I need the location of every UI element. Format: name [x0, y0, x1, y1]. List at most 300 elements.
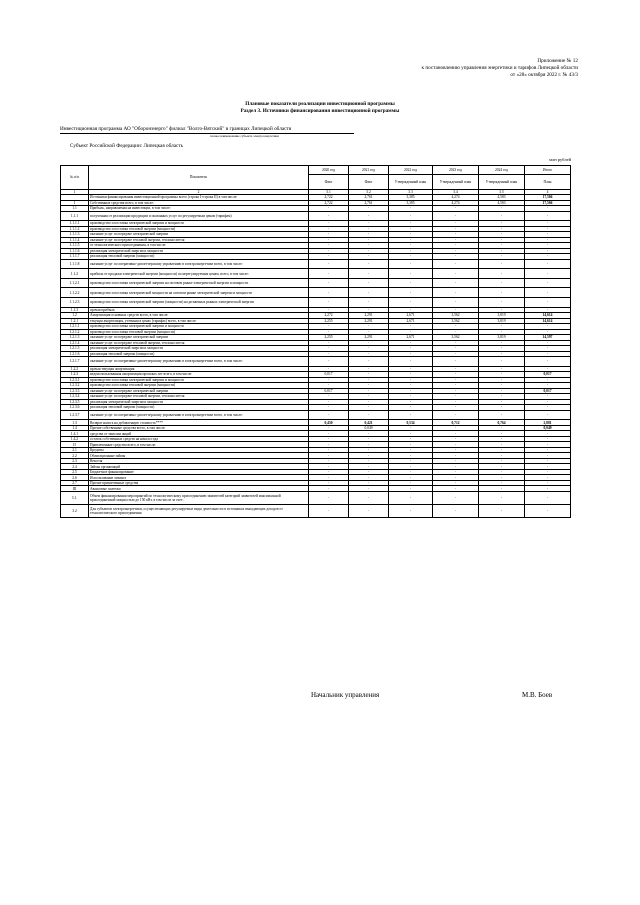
row-indicator: Займы организаций — [89, 464, 309, 470]
row-number: 1.4.1 — [61, 431, 89, 437]
subject-region: Субъект Российской Федерации: Липецкая область — [70, 143, 183, 149]
row-value: - — [389, 237, 433, 243]
row-value: - — [309, 211, 349, 221]
row-value: - — [389, 447, 433, 453]
row-value: - — [389, 254, 433, 260]
row-value: - — [349, 491, 389, 504]
row-value: - — [309, 436, 349, 442]
row-value: 2,881 — [525, 420, 571, 426]
row-value: - — [525, 442, 571, 448]
row-indicator: Прочие привлеченные средства — [89, 480, 309, 486]
row-indicator: оказание услуг по передаче тепловой энергии, теплоносителя — [89, 237, 309, 243]
row-value: - — [349, 505, 389, 518]
row-value: - — [309, 453, 349, 459]
row-value: 4,583 — [479, 195, 525, 201]
row-value: - — [309, 469, 349, 475]
row-indicator: прибыль от продажи электрической энергии (мощности) по нерегулируемым ценам, всего, в том числе: — [89, 269, 309, 279]
row-indicator: Собственные средства всего, в том числе: — [89, 200, 309, 206]
row-value: 2,291 — [349, 335, 389, 341]
row-value: - — [349, 211, 389, 221]
row-value: - — [433, 469, 479, 475]
row-value: - — [479, 329, 525, 335]
row-value: - — [525, 254, 571, 260]
row-value: - — [479, 372, 525, 378]
row-value: - — [479, 226, 525, 232]
row-value: 3,819 — [479, 318, 525, 324]
row-value: - — [525, 243, 571, 249]
fact-2021-header: Факт — [349, 175, 389, 190]
row-indicator: производство и поставка электрической энергии на оптовом рынке электрической энергии и мощности — [89, 278, 309, 288]
row-value: - — [479, 254, 525, 260]
row-indicator: производство и поставка электрической энергии и мощности — [89, 377, 309, 383]
row-value: - — [349, 410, 389, 420]
row-value: - — [479, 206, 525, 212]
row-value: - — [479, 324, 525, 330]
row-indicator: прочая текущая амортизация — [89, 366, 309, 372]
row-value: - — [479, 357, 525, 367]
row-number: 1.2.3.2 — [61, 383, 89, 389]
row-value: - — [309, 486, 349, 492]
program-note: полное наименование субъекта электроэнергетики — [210, 134, 279, 138]
row-value: - — [479, 211, 525, 221]
row-value: - — [433, 431, 479, 437]
row-value: - — [433, 366, 479, 372]
row-value: - — [433, 221, 479, 227]
row-value: - — [349, 458, 389, 464]
row-value: - — [479, 388, 525, 394]
row-value: - — [479, 298, 525, 308]
row-number: 1.1.2.3 — [61, 298, 89, 308]
row-value: - — [433, 394, 479, 400]
row-indicator: Облигационные займы — [89, 453, 309, 459]
row-value: - — [525, 226, 571, 232]
row-value: - — [389, 436, 433, 442]
row-value: - — [389, 221, 433, 227]
row-value: - — [433, 436, 479, 442]
row-indicator: Прочие собственные средства всего, в том числе: — [89, 425, 309, 431]
row-value: - — [349, 431, 389, 437]
row-value: - — [309, 399, 349, 405]
row-value: - — [389, 399, 433, 405]
row-value: - — [433, 340, 479, 346]
row-value: - — [479, 442, 525, 448]
row-value: - — [309, 351, 349, 357]
col-index: 3.2 — [349, 190, 389, 195]
row-value: - — [479, 366, 525, 372]
col-index: 3.3 — [389, 190, 433, 195]
row-number: 1.2.1.6 — [61, 351, 89, 357]
row-value: 2,255 — [309, 318, 349, 324]
row-value: - — [433, 377, 479, 383]
row-value: - — [349, 351, 389, 357]
row-value: - — [525, 340, 571, 346]
row-indicator: Источники финансирования инвестиционной программы всего (строка I+строка II) в том числе: — [89, 195, 309, 201]
row-value: - — [433, 243, 479, 249]
row-value: - — [389, 232, 433, 238]
row-value: - — [309, 410, 349, 420]
row-value: 0,049 — [525, 425, 571, 431]
row-value: - — [309, 221, 349, 227]
row-value: - — [309, 346, 349, 352]
col-index: 4 — [525, 190, 571, 195]
row-indicator: Авансовые платежи — [89, 486, 309, 492]
row-value: - — [525, 447, 571, 453]
row-number: 1.1.2.2 — [61, 288, 89, 298]
signature-position: Начальник управления — [311, 691, 380, 699]
row-value: - — [309, 206, 349, 212]
appendix-resolution: к постановлению управления энергетики и тарифов Липецкой области — [421, 65, 578, 71]
row-value: - — [389, 394, 433, 400]
appendix-header — [422, 58, 578, 79]
row-number: 1.1 — [61, 206, 89, 212]
col-index: 3.1 — [309, 190, 349, 195]
row-number: 2.2 — [61, 453, 89, 459]
row-number: 1.2.1.2 — [61, 329, 89, 335]
row-value: - — [525, 211, 571, 221]
row-value: - — [389, 388, 433, 394]
row-indicator: производство и поставка электрической мощности на оптовом рынке электрической энергии и мощности — [89, 288, 309, 298]
row-value: - — [309, 357, 349, 367]
row-value: 3,385 — [389, 195, 433, 201]
row-value: - — [525, 410, 571, 420]
row-indicator: Объем финансирования мероприятий по технологическому присоединению заявителей категорий заявителей максимальной присоединенной мощностью до 150 кВт, в том числе за счет: — [89, 491, 309, 504]
row-value: - — [309, 226, 349, 232]
row-indicator: прочая прибыль — [89, 307, 309, 313]
row-value: - — [525, 394, 571, 400]
row-value: 2,761 — [349, 200, 389, 206]
row-value: - — [433, 425, 479, 431]
row-indicator: реализация тепловой энергии (мощности) — [89, 254, 309, 260]
row-value: - — [433, 232, 479, 238]
row-value: - — [389, 505, 433, 518]
row-value: - — [479, 486, 525, 492]
row-number: 1.2.1.5 — [61, 346, 89, 352]
row-value: - — [349, 269, 389, 279]
row-value: - — [479, 399, 525, 405]
row-value: - — [479, 458, 525, 464]
table-row — [61, 298, 571, 308]
row-value: - — [349, 469, 389, 475]
row-value: - — [389, 324, 433, 330]
row-value: - — [309, 405, 349, 411]
row-value: - — [525, 298, 571, 308]
row-value: - — [309, 377, 349, 383]
row-number: 1.1.1.1 — [61, 221, 89, 227]
row-value: - — [349, 259, 389, 269]
row-value: - — [309, 480, 349, 486]
row-number: 3.2 — [61, 505, 89, 518]
row-value: - — [349, 486, 389, 492]
row-value: - — [479, 377, 525, 383]
row-value: - — [389, 464, 433, 470]
row-number: 1.2 — [61, 313, 89, 319]
row-value: - — [389, 211, 433, 221]
row-value: - — [389, 480, 433, 486]
row-value: - — [525, 436, 571, 442]
row-value: - — [433, 357, 479, 367]
row-number: 2.3 — [61, 458, 89, 464]
row-value: - — [433, 324, 479, 330]
row-value: - — [309, 232, 349, 238]
row-value: - — [433, 505, 479, 518]
table-row — [61, 410, 571, 420]
row-value: - — [309, 288, 349, 298]
row-value: - — [309, 383, 349, 389]
row-number: 1.2.1 — [61, 318, 89, 324]
row-value: - — [433, 269, 479, 279]
row-value: - — [389, 491, 433, 504]
row-number: 1.1.1.4 — [61, 237, 89, 243]
row-value: 4,583 — [479, 200, 525, 206]
col-2021-header: 2021 год — [349, 166, 389, 175]
row-value: 2,671 — [389, 335, 433, 341]
row-value: - — [349, 405, 389, 411]
row-value: - — [525, 259, 571, 269]
row-indicator: Бюджетное финансирование — [89, 469, 309, 475]
row-indicator: оказание услуг по передаче электрической энергии — [89, 335, 309, 341]
row-indicator: средства от эмиссии акций — [89, 431, 309, 437]
table-row — [61, 491, 571, 504]
row-value: - — [389, 442, 433, 448]
row-value: - — [525, 405, 571, 411]
row-number: III — [61, 486, 89, 492]
row-number: 1.1.1.7 — [61, 254, 89, 260]
row-value: - — [433, 372, 479, 378]
row-value: - — [525, 248, 571, 254]
row-value: - — [433, 464, 479, 470]
row-value: - — [433, 447, 479, 453]
row-value: - — [433, 486, 479, 492]
row-value: - — [309, 447, 349, 453]
row-indicator: оказание услуг по оперативно-диспетчерскому управлению в электроэнергетике всего, в том числе: — [89, 259, 309, 269]
row-value: - — [433, 307, 479, 313]
row-value: - — [389, 298, 433, 308]
row-indicator: недоиспользованная амортизация прошлых лет всего, в том числе: — [89, 372, 309, 378]
row-value: 0,017 — [309, 372, 349, 378]
row-value: - — [479, 346, 525, 352]
row-value: 4,274 — [433, 200, 479, 206]
row-value: 14,614 — [525, 313, 571, 319]
row-value: - — [525, 366, 571, 372]
table-row — [61, 269, 571, 279]
row-value: 2,291 — [349, 318, 389, 324]
program-underline — [60, 133, 354, 134]
row-value: - — [479, 221, 525, 227]
row-indicator: реализация тепловой энергии (мощности) — [89, 351, 309, 357]
row-indicator: Для субъектов электроэнергетики, осуществляющих регулируемые виды деятельности в источниках выпадающих доходов от технологического присоединения — [89, 505, 309, 518]
row-value: - — [349, 436, 389, 442]
row-value: - — [479, 351, 525, 357]
row-value: - — [479, 405, 525, 411]
row-value: 14,614 — [525, 318, 571, 324]
row-number: 1.2.1.3 — [61, 335, 89, 341]
row-value: - — [525, 324, 571, 330]
row-value: - — [389, 269, 433, 279]
row-value: 2,671 — [389, 318, 433, 324]
row-value: - — [433, 491, 479, 504]
row-number: 1.2.1.4 — [61, 340, 89, 346]
row-value: - — [309, 431, 349, 437]
table-body — [61, 195, 571, 518]
row-value: - — [389, 431, 433, 437]
row-number: II — [61, 442, 89, 448]
row-value: - — [309, 237, 349, 243]
row-value: - — [389, 226, 433, 232]
row-value: - — [309, 298, 349, 308]
row-value: - — [433, 288, 479, 298]
row-indicator: от технологического присоединения, в том числе: — [89, 243, 309, 249]
col-index: 3.4 — [433, 190, 479, 195]
row-value: - — [389, 288, 433, 298]
row-value: - — [349, 232, 389, 238]
row-value: - — [525, 505, 571, 518]
row-number: 1.1.1.3 — [61, 232, 89, 238]
row-value: - — [479, 394, 525, 400]
row-value: - — [433, 278, 479, 288]
row-value: - — [349, 278, 389, 288]
row-value: 2,291 — [349, 313, 389, 319]
row-value: - — [525, 383, 571, 389]
row-value: - — [349, 243, 389, 249]
row-indicator: оказание услуг по оперативно-диспетчерскому управлению в электроэнергетике всего, в том числе: — [89, 410, 309, 420]
row-value: - — [309, 259, 349, 269]
row-value: - — [349, 394, 389, 400]
row-value: - — [479, 307, 525, 313]
row-indicator: Амортизация основных средств всего, в том числе: — [89, 313, 309, 319]
row-value: - — [349, 388, 389, 394]
row-value: 14,597 — [525, 335, 571, 341]
row-value: - — [433, 383, 479, 389]
row-value: - — [479, 431, 525, 437]
row-number: 1.2.3 — [61, 372, 89, 378]
row-value: 2,722 — [309, 200, 349, 206]
row-value: - — [433, 388, 479, 394]
row-value: - — [433, 346, 479, 352]
row-value: 2,722 — [309, 195, 349, 201]
row-value: 3,562 — [433, 313, 479, 319]
row-value: 2,671 — [389, 313, 433, 319]
row-indicator: текущая амортизация, учтенная в ценах (тарифах) всего, в том числе: — [89, 318, 309, 324]
row-value: - — [433, 458, 479, 464]
row-indicator: производство и поставка тепловой энергии (мощности) — [89, 329, 309, 335]
row-value: - — [525, 491, 571, 504]
row-value: - — [479, 278, 525, 288]
row-value: - — [479, 383, 525, 389]
row-value: - — [479, 237, 525, 243]
row-value: - — [309, 248, 349, 254]
row-indicator: оказание услуг по передаче электрической энергии — [89, 232, 309, 238]
col-2023-header: 2023 год — [433, 166, 479, 175]
row-value: 0,017 — [525, 372, 571, 378]
row-value: - — [349, 357, 389, 367]
row-value: - — [433, 410, 479, 420]
row-value: - — [525, 377, 571, 383]
row-value: - — [349, 383, 389, 389]
row-value: - — [525, 475, 571, 481]
row-value: - — [309, 491, 349, 504]
row-indicator: Возврат налога на добавленную стоимость**** — [89, 420, 309, 426]
row-value: - — [349, 442, 389, 448]
row-value: - — [389, 486, 433, 492]
row-value: - — [389, 259, 433, 269]
row-value: - — [349, 475, 389, 481]
row-value: - — [309, 464, 349, 470]
row-value: - — [309, 458, 349, 464]
row-value: - — [479, 464, 525, 470]
row-value: - — [309, 243, 349, 249]
row-value: - — [349, 237, 389, 243]
row-value: - — [525, 458, 571, 464]
row-value: - — [525, 480, 571, 486]
row-number: 1.1.1.5 — [61, 243, 89, 249]
row-value: - — [389, 425, 433, 431]
row-value: - — [349, 346, 389, 352]
row-indicator: производство и поставка тепловой энергии (мощности) — [89, 226, 309, 232]
row-value: - — [309, 475, 349, 481]
row-value: - — [525, 453, 571, 459]
row-value: - — [349, 399, 389, 405]
row-value: - — [309, 278, 349, 288]
row-value: - — [433, 248, 479, 254]
row-value: - — [479, 491, 525, 504]
row-value: 0,712 — [433, 420, 479, 426]
row-value: - — [309, 324, 349, 330]
row-value: - — [433, 254, 479, 260]
row-number: 1.2.1.7 — [61, 357, 89, 367]
signature-name: М.В. Боев — [522, 691, 553, 699]
row-value: - — [389, 346, 433, 352]
row-number: 1.2.3.5 — [61, 399, 89, 405]
col-index: 3.5 — [479, 190, 525, 195]
row-value: - — [479, 475, 525, 481]
row-number: 1.1.1.2 — [61, 226, 89, 232]
row-value: 2,761 — [349, 195, 389, 201]
table-row — [61, 288, 571, 298]
row-number: 2.1 — [61, 447, 89, 453]
fact-2020-header: Факт — [309, 175, 349, 190]
row-value: - — [479, 232, 525, 238]
row-indicator: оказание услуг по передаче электрической энергии — [89, 388, 309, 394]
col-2022-header: 2022 год — [389, 166, 433, 175]
row-value: - — [349, 254, 389, 260]
row-indicator: реализация электрической энергии и мощности — [89, 346, 309, 352]
row-value: 0,017 — [525, 388, 571, 394]
row-value: 3,819 — [479, 313, 525, 319]
row-value: - — [349, 248, 389, 254]
row-value: - — [349, 447, 389, 453]
row-number: 2.7 — [61, 480, 89, 486]
row-value: - — [349, 340, 389, 346]
financing-table — [60, 165, 571, 518]
row-value: - — [525, 469, 571, 475]
row-number: 1.1.2.1 — [61, 278, 89, 288]
row-value: - — [389, 206, 433, 212]
row-indicator: Векселя — [89, 458, 309, 464]
row-value: - — [525, 329, 571, 335]
row-value: - — [349, 366, 389, 372]
document-title: Плановые показатели реализации инвестиционной программы — [245, 101, 395, 107]
row-value: - — [309, 394, 349, 400]
row-value: - — [433, 442, 479, 448]
row-value: 17,566 — [525, 200, 571, 206]
row-value: - — [479, 469, 525, 475]
row-value: - — [389, 469, 433, 475]
row-indicator: реализация тепловой энергии (мощности) — [89, 405, 309, 411]
row-indicator: остаток собственных средств на начало года — [89, 436, 309, 442]
row-value: 3,819 — [479, 335, 525, 341]
row-number: 3.1. — [61, 491, 89, 504]
col-num-header: № п/п — [61, 166, 89, 190]
